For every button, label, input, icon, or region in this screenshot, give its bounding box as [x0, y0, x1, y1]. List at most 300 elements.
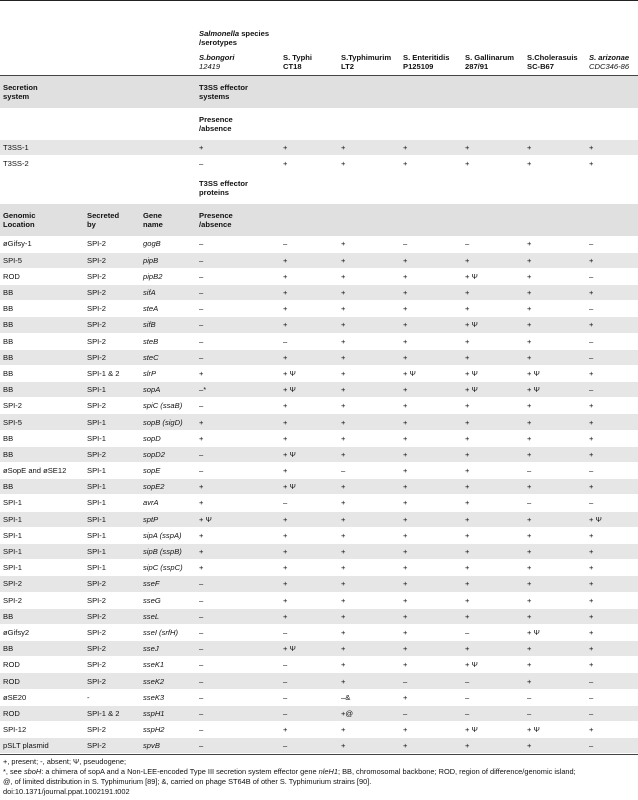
- secreted-by: SPI-1: [84, 430, 140, 446]
- system-name: T3SS-2: [0, 156, 196, 172]
- presence-cell: +: [524, 398, 586, 414]
- effector-row: [0, 560, 638, 576]
- presence-cell: +: [280, 284, 338, 300]
- genomic-location: ROD: [0, 705, 84, 721]
- footnote-sboh: *, see sboH: a chimera of sopA and a Non-LEE-encoded Type III secretion system effector gene nleH1; BB, chromosomal backbone; ROD, region of difference/genomic island;: [3, 767, 576, 777]
- presence-cell: +: [462, 592, 524, 608]
- presence-cell: +: [338, 156, 400, 172]
- presence-cell: +: [196, 430, 280, 446]
- presence-cell: +: [586, 446, 638, 462]
- effector-row: [0, 317, 638, 333]
- presence-cell: –: [524, 705, 586, 721]
- secreted-by: SPI-2: [84, 317, 140, 333]
- gene-name: sseK3: [140, 689, 196, 705]
- presence-cell: –: [196, 705, 280, 721]
- presence-cell: +: [280, 722, 338, 738]
- secreted-by: SPI-2: [84, 301, 140, 317]
- presence-cell: +: [338, 317, 400, 333]
- presence-cell: +: [400, 738, 462, 754]
- presence-cell: +: [196, 414, 280, 430]
- presence-cell: +: [400, 301, 462, 317]
- presence-cell: –: [586, 333, 638, 349]
- presence-cell: + Ψ: [280, 641, 338, 657]
- presence-cell: +: [280, 560, 338, 576]
- presence-cell: +: [338, 252, 400, 268]
- presence-cell: +: [400, 333, 462, 349]
- gene-name: pipB2: [140, 268, 196, 284]
- genomic-location: BB: [0, 641, 84, 657]
- genomic-location: BB: [0, 333, 84, 349]
- presence-cell: + Ψ: [462, 382, 524, 398]
- gene-name: steA: [140, 301, 196, 317]
- presence-cell: +: [524, 236, 586, 252]
- presence-cell: –: [586, 301, 638, 317]
- presence-cell: +: [462, 576, 524, 592]
- presence-cell: +: [462, 608, 524, 624]
- secreted-by: SPI-2: [84, 268, 140, 284]
- gene-name: sseF: [140, 576, 196, 592]
- presence-cell: +: [196, 140, 280, 156]
- footnote-distribution: @, of limited distribution in S. Typhimurium [89]; &, carried on phage ST64B of other S. Typhimurium strains [90].: [3, 777, 372, 787]
- presence-cell: +: [524, 479, 586, 495]
- secreted-by: SPI-2: [84, 349, 140, 365]
- presence-cell: –: [400, 673, 462, 689]
- presence-cell: +: [280, 252, 338, 268]
- presence-cell: +: [524, 333, 586, 349]
- presence-cell: +: [586, 560, 638, 576]
- presence-cell: +: [462, 738, 524, 754]
- genomic-location: ROD: [0, 673, 84, 689]
- presence-cell: +: [338, 722, 400, 738]
- presence-cell: +: [400, 657, 462, 673]
- presence-cell: +: [462, 349, 524, 365]
- presence-cell: +: [524, 657, 586, 673]
- presence-cell: +: [586, 284, 638, 300]
- presence-cell: +: [586, 414, 638, 430]
- presence-cell: +: [280, 463, 338, 479]
- presence-cell: +: [462, 446, 524, 462]
- presence-cell: +: [338, 333, 400, 349]
- presence-cell: –: [196, 463, 280, 479]
- secreted-by: SPI-2: [84, 608, 140, 624]
- secreted-by: SPI-2: [84, 722, 140, 738]
- presence-cell: +: [462, 495, 524, 511]
- presence-cell: +: [524, 156, 586, 172]
- genomic-location: ROD: [0, 268, 84, 284]
- presence-cell: +: [280, 317, 338, 333]
- gene-name: sseJ: [140, 641, 196, 657]
- presence-cell: –: [196, 657, 280, 673]
- genomic-location: øGifsy2: [0, 624, 84, 640]
- effector-row: [0, 722, 638, 738]
- effector-row: [0, 608, 638, 624]
- presence-cell: –: [196, 689, 280, 705]
- effector-row: [0, 463, 638, 479]
- presence-cell: –: [586, 349, 638, 365]
- presence-cell: –: [196, 592, 280, 608]
- gene-name: pipB: [140, 252, 196, 268]
- presence-cell: +: [524, 641, 586, 657]
- presence-cell: –: [586, 495, 638, 511]
- presence-cell: +: [586, 657, 638, 673]
- secreted-by: -: [84, 689, 140, 705]
- presence-cell: +: [338, 495, 400, 511]
- system-row: [0, 156, 638, 172]
- effector-row: [0, 673, 638, 689]
- secretion-system-header: Secretion system T3SS effector systems: [0, 76, 638, 109]
- presence-cell: +: [462, 252, 524, 268]
- presence-cell: +: [586, 479, 638, 495]
- gene-name: steC: [140, 349, 196, 365]
- presence-cell: +: [400, 576, 462, 592]
- species-header-row: [0, 15, 638, 49]
- presence-cell: +: [524, 511, 586, 527]
- presence-cell: +: [196, 495, 280, 511]
- presence-cell: –: [196, 301, 280, 317]
- presence-cell: –: [586, 738, 638, 754]
- presence-cell: +: [462, 430, 524, 446]
- secreted-by: SPI-2: [84, 284, 140, 300]
- presence-cell: + Ψ: [280, 365, 338, 381]
- presence-cell: + Ψ: [524, 722, 586, 738]
- presence-cell: +: [338, 349, 400, 365]
- effector-row: [0, 349, 638, 365]
- presence-cell: –: [586, 236, 638, 252]
- presence-cell: –: [196, 333, 280, 349]
- presence-cell: +: [586, 608, 638, 624]
- genomic-location: BB: [0, 608, 84, 624]
- presence-cell: +: [586, 317, 638, 333]
- gene-name: sopA: [140, 382, 196, 398]
- presence-cell: –&: [338, 689, 400, 705]
- presence-cell: + Ψ: [586, 511, 638, 527]
- secreted-by: SPI-2: [84, 236, 140, 252]
- genomic-location: BB: [0, 382, 84, 398]
- presence-cell: +: [524, 349, 586, 365]
- genomic-location: SPI-2: [0, 398, 84, 414]
- genomic-location: SPI-1: [0, 527, 84, 543]
- secreted-by: SPI-1: [84, 495, 140, 511]
- effector-row: [0, 657, 638, 673]
- gene-name: sseG: [140, 592, 196, 608]
- presence-cell: + Ψ: [280, 382, 338, 398]
- presence-cell: +: [196, 527, 280, 543]
- presence-cell: +: [524, 576, 586, 592]
- presence-cell: +: [524, 140, 586, 156]
- presence-cell: –: [196, 641, 280, 657]
- genomic-location: pSLT plasmid: [0, 738, 84, 754]
- gene-name: sopE2: [140, 479, 196, 495]
- presence-cell: +: [524, 430, 586, 446]
- effector-row: [0, 382, 638, 398]
- effector-row: [0, 705, 638, 721]
- secreted-by: SPI-1: [84, 382, 140, 398]
- genomic-location: ROD: [0, 657, 84, 673]
- genomic-location: BB: [0, 349, 84, 365]
- presence-cell: +: [400, 156, 462, 172]
- secreted-by: SPI-2: [84, 657, 140, 673]
- presence-cell: +: [400, 608, 462, 624]
- gene-name: sifA: [140, 284, 196, 300]
- presence-cell: + Ψ: [462, 722, 524, 738]
- presence-cell: +: [400, 543, 462, 559]
- presence-cell: –: [280, 657, 338, 673]
- presence-cell: –: [400, 705, 462, 721]
- presence-cell: –: [524, 689, 586, 705]
- gene-name: sipC (sspC): [140, 560, 196, 576]
- presence-cell: +: [280, 398, 338, 414]
- strain-header: S. Enteritidis P125109: [400, 49, 462, 76]
- effector-row: [0, 252, 638, 268]
- secreted-by: SPI-1 & 2: [84, 365, 140, 381]
- presence-cell: +: [338, 511, 400, 527]
- presence-cell: +: [400, 560, 462, 576]
- gene-name: sseL: [140, 608, 196, 624]
- presence-cell: +: [586, 543, 638, 559]
- presence-cell: +: [338, 641, 400, 657]
- presence-cell: +: [524, 414, 586, 430]
- secreted-by: SPI-2: [84, 576, 140, 592]
- effector-row: [0, 446, 638, 462]
- presence-cell: +: [280, 268, 338, 284]
- presence-cell: + Ψ: [400, 365, 462, 381]
- presence-cell: –: [196, 738, 280, 754]
- effector-row: [0, 527, 638, 543]
- secreted-by: SPI-2: [84, 738, 140, 754]
- presence-cell: + Ψ: [280, 446, 338, 462]
- presence-cell: –: [524, 495, 586, 511]
- presence-cell: +: [280, 608, 338, 624]
- presence-cell: +: [400, 317, 462, 333]
- presence-cell: –: [280, 236, 338, 252]
- genomic-location: SPI-5: [0, 252, 84, 268]
- presence-cell: +: [338, 673, 400, 689]
- presence-cell: +: [462, 543, 524, 559]
- presence-cell: +: [280, 511, 338, 527]
- presence-cell: +: [586, 527, 638, 543]
- presence-cell: –: [338, 463, 400, 479]
- genomic-location: BB: [0, 479, 84, 495]
- gene-name: sspH1: [140, 705, 196, 721]
- presence-cell: –: [280, 495, 338, 511]
- presence-cell: + Ψ: [462, 317, 524, 333]
- presence-cell: +: [400, 382, 462, 398]
- gene-name: spvB: [140, 738, 196, 754]
- effector-row: [0, 511, 638, 527]
- presence-cell: +: [524, 592, 586, 608]
- gene-name: spiC (ssaB): [140, 398, 196, 414]
- secreted-by: SPI-2: [84, 673, 140, 689]
- presence-cell: +: [280, 140, 338, 156]
- presence-cell: +: [338, 657, 400, 673]
- gene-name: sopD: [140, 430, 196, 446]
- presence-cell: +: [524, 608, 586, 624]
- genomic-location: SPI-1: [0, 511, 84, 527]
- presence-cell: +: [196, 543, 280, 559]
- genomic-location: øSE20: [0, 689, 84, 705]
- presence-cell: +: [462, 560, 524, 576]
- presence-cell: +: [338, 527, 400, 543]
- effector-row: [0, 592, 638, 608]
- gene-name: slrP: [140, 365, 196, 381]
- presence-cell: +: [280, 592, 338, 608]
- system-row: [0, 140, 638, 156]
- effector-row: [0, 284, 638, 300]
- secreted-by: SPI-1: [84, 414, 140, 430]
- presence-cell: +: [462, 333, 524, 349]
- presence-cell: +: [400, 140, 462, 156]
- presence-cell: –: [196, 349, 280, 365]
- presence-cell: +: [400, 689, 462, 705]
- presence-cell: +: [462, 301, 524, 317]
- presence-cell: +: [400, 414, 462, 430]
- effector-row: [0, 301, 638, 317]
- secreted-by: SPI-2: [84, 252, 140, 268]
- presence-cell: + Ψ: [196, 511, 280, 527]
- presence-cell: –: [280, 689, 338, 705]
- presence-cell: +: [524, 738, 586, 754]
- effector-row: [0, 479, 638, 495]
- presence-cell: +: [338, 624, 400, 640]
- secreted-by: SPI-1: [84, 543, 140, 559]
- presence-cell: +: [400, 252, 462, 268]
- presence-cell: +: [524, 446, 586, 462]
- presence-cell: +: [586, 365, 638, 381]
- presence-cell: +: [586, 592, 638, 608]
- secreted-by: SPI-1: [84, 527, 140, 543]
- presence-cell: +: [462, 284, 524, 300]
- secreted-by: SPI-1: [84, 463, 140, 479]
- presence-cell: +@: [338, 705, 400, 721]
- effector-column-header: Genomic Location Secreted by Gene name Presence /absence: [0, 204, 638, 236]
- presence-cell: +: [280, 576, 338, 592]
- gene-name: avrA: [140, 495, 196, 511]
- presence-cell: –: [196, 722, 280, 738]
- presence-cell: +: [400, 527, 462, 543]
- genomic-location: SPI-1: [0, 560, 84, 576]
- presence-cell: +: [400, 479, 462, 495]
- presence-cell: +: [400, 511, 462, 527]
- gene-name: sopD2: [140, 446, 196, 462]
- genomic-location: BB: [0, 446, 84, 462]
- presence-cell: –: [196, 446, 280, 462]
- system-name: T3SS-1: [0, 140, 196, 156]
- effector-row: [0, 543, 638, 559]
- table-footnotes: [0, 754, 638, 797]
- effector-row: [0, 398, 638, 414]
- presence-cell: –: [586, 705, 638, 721]
- footnote-legend: +, present; -, absent; Ψ, pseudogene;: [3, 757, 127, 767]
- presence-cell: +: [586, 140, 638, 156]
- genomic-location: øGifsy-1: [0, 236, 84, 252]
- presence-cell: +: [524, 301, 586, 317]
- genomic-location: BB: [0, 430, 84, 446]
- presence-cell: +: [280, 543, 338, 559]
- gene-name: gogB: [140, 236, 196, 252]
- presence-cell: + Ψ: [524, 382, 586, 398]
- effector-row: [0, 333, 638, 349]
- presence-cell: + Ψ: [462, 657, 524, 673]
- gene-name: sptP: [140, 511, 196, 527]
- presence-cell: + Ψ: [524, 365, 586, 381]
- presence-cell: +: [338, 140, 400, 156]
- effector-row: [0, 624, 638, 640]
- presence-cell: +: [338, 430, 400, 446]
- presence-cell: +: [400, 624, 462, 640]
- presence-cell: –: [196, 252, 280, 268]
- genomic-location: SPI-2: [0, 576, 84, 592]
- presence-cell: –: [196, 268, 280, 284]
- genomic-location: SPI-2: [0, 592, 84, 608]
- genomic-location: SPI-1: [0, 495, 84, 511]
- secreted-by: SPI-2: [84, 398, 140, 414]
- presence-cell: +: [338, 382, 400, 398]
- secreted-by: SPI-1: [84, 479, 140, 495]
- genomic-location: BB: [0, 317, 84, 333]
- presence-cell: –: [196, 608, 280, 624]
- presence-cell: +: [462, 479, 524, 495]
- genomic-location: SPI-12: [0, 722, 84, 738]
- presence-cell: +: [400, 430, 462, 446]
- gene-name: sseK1: [140, 657, 196, 673]
- effector-row: [0, 414, 638, 430]
- presence-cell: +: [338, 301, 400, 317]
- strain-header: S. arizonae CDC346-86: [586, 49, 638, 76]
- presence-cell: +: [338, 560, 400, 576]
- secreted-by: SPI-1: [84, 560, 140, 576]
- gene-name: steB: [140, 333, 196, 349]
- presence-cell: +: [524, 673, 586, 689]
- presence-cell: –: [196, 398, 280, 414]
- presence-cell: +: [586, 722, 638, 738]
- gene-name: sipB (sspB): [140, 543, 196, 559]
- presence-cell: +: [400, 722, 462, 738]
- presence-cell: –: [280, 738, 338, 754]
- effector-row: [0, 641, 638, 657]
- presence-cell: +: [196, 365, 280, 381]
- genomic-location: BB: [0, 301, 84, 317]
- presence-cell: –: [280, 624, 338, 640]
- presence-cell: +: [400, 284, 462, 300]
- presence-cell: +: [400, 268, 462, 284]
- presence-cell: +: [524, 317, 586, 333]
- presence-cell: +: [524, 543, 586, 559]
- presence-cell: + Ψ: [462, 268, 524, 284]
- effector-row: [0, 495, 638, 511]
- gene-name: sopE: [140, 463, 196, 479]
- presence-cell: –: [524, 463, 586, 479]
- secreted-by: SPI-1: [84, 511, 140, 527]
- presence-cell: +: [400, 495, 462, 511]
- gene-name: sipA (sspA): [140, 527, 196, 543]
- presence-header-1: Presence /absence: [199, 115, 233, 133]
- presence-cell: +: [280, 349, 338, 365]
- effector-row: [0, 738, 638, 754]
- presence-cell: –: [462, 236, 524, 252]
- strain-header-row: [0, 49, 638, 76]
- presence-cell: +: [400, 463, 462, 479]
- presence-cell: +: [586, 156, 638, 172]
- effector-row: [0, 268, 638, 284]
- presence-cell: +: [338, 592, 400, 608]
- presence-cell: –: [196, 624, 280, 640]
- effector-row: [0, 576, 638, 592]
- presence-cell: +: [586, 398, 638, 414]
- presence-cell: –: [280, 333, 338, 349]
- presence-cell: +: [400, 398, 462, 414]
- presence-cell: +: [338, 284, 400, 300]
- presence-cell: –: [196, 156, 280, 172]
